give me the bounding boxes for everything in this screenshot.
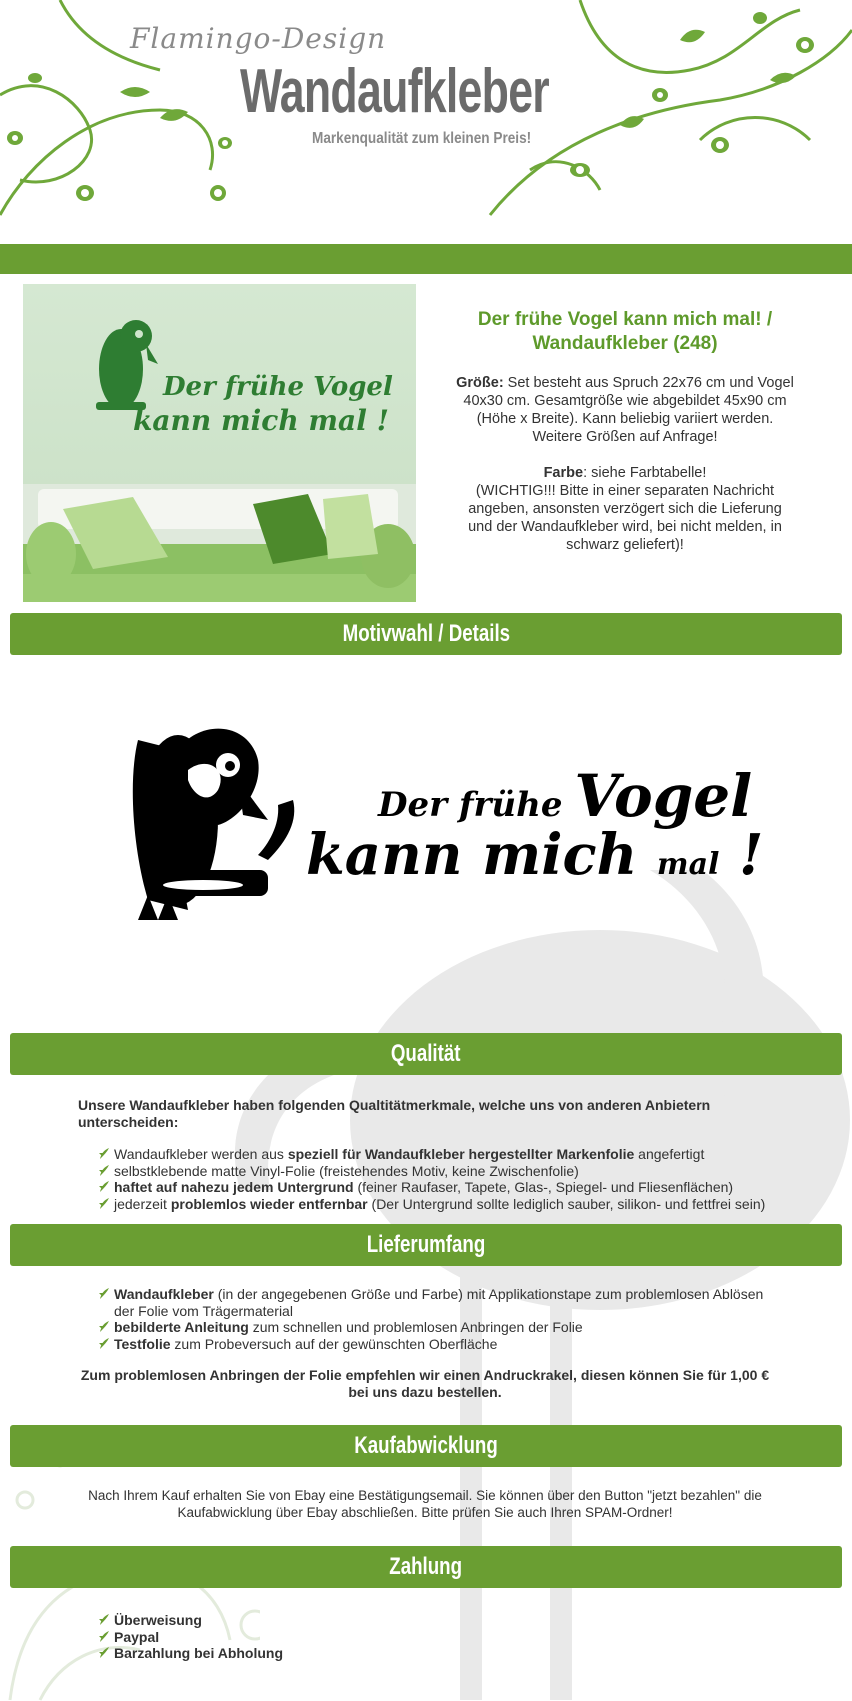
motif-text-segment: Der frühe	[378, 785, 575, 825]
section-header-checkout	[10, 1425, 842, 1467]
list-item-text: Paypal	[114, 1628, 160, 1645]
list-item-bold-text: Wandaufkleber	[114, 1286, 214, 1302]
list-item-text: zum Probeversuch auf der gewünschten Oberfläche	[170, 1335, 498, 1352]
brand-title: Wandaufkleber	[240, 57, 549, 126]
leaf-bullet-icon	[98, 1320, 110, 1333]
list-item-text: zum schnellen und problemlosen Anbringen der Folie	[248, 1319, 583, 1335]
list-item	[98, 1336, 778, 1353]
list-item-text: jederzeit	[114, 1195, 171, 1212]
motif-preview	[110, 710, 764, 950]
list-item	[98, 1179, 798, 1196]
leaf-bullet-icon	[98, 1180, 110, 1193]
payment-list	[98, 1612, 398, 1662]
motif-text-segment: mal	[656, 847, 720, 882]
list-item	[98, 1196, 798, 1213]
list-item-text: Barzahlung bei Abholung	[114, 1645, 284, 1661]
list-item	[98, 1163, 798, 1180]
delivery-note: Zum problemlosen Anbringen der Folie empfehlen wir einen Andruckrakel, diesen können Sie für 1,00 € bei uns dazu bestellen.	[80, 1367, 770, 1400]
list-item-text: (Der Untergrund sollte lediglich sauber, silikon- und fettfrei sein)	[367, 1195, 766, 1212]
size-text: Set besteht aus Spruch 22x76 cm und Vogel 40x30 cm. Gesamtgröße wie abgebildet 45x90 cm (Höhe x Breite). Kann beliebig variiert werden. Weitere Größen auf Anfrage!	[463, 375, 794, 445]
leaf-bullet-icon	[98, 1630, 110, 1643]
list-item-bold-text: haftet auf nahezu jedem Untergrund	[114, 1179, 354, 1195]
leaf-bullet-icon	[98, 1197, 110, 1210]
color-text: : siehe Farbtabelle!	[583, 465, 707, 481]
list-item	[98, 1612, 398, 1629]
leaf-bullet-icon	[98, 1337, 110, 1350]
list-item-bold-text: Testfolie	[114, 1335, 171, 1352]
shop-header	[0, 0, 852, 240]
list-item	[98, 1629, 398, 1646]
list-item-text: angefertigt	[634, 1146, 705, 1162]
photo-text-line1: Der frühe Vogel	[163, 372, 393, 402]
list-item-bold-text: problemlos wieder entfernbar	[170, 1195, 368, 1212]
section-title: Qualität	[391, 1040, 461, 1067]
section-header-delivery	[10, 1224, 842, 1266]
leaf-bullet-icon	[98, 1646, 110, 1659]
leaf-bullet-icon	[98, 1287, 110, 1300]
color-paragraph	[455, 464, 795, 554]
quality-intro: Unsere Wandaufkleber haben folgenden Qualtitätmerkmale, welche uns von anderen Anbietern unterscheiden:	[78, 1097, 711, 1130]
list-item-bold-text: bebilderte Anleitung	[114, 1319, 249, 1335]
list-item-bold-text: speziell für Wandaufkleber hergestellter Markenfolie	[287, 1146, 635, 1162]
section-title: Lieferumfang	[366, 1231, 486, 1258]
product-title: Der frühe Vogel kann mich mal! / Wandaufkleber (248)	[477, 309, 773, 354]
vulture-illustration-black	[118, 710, 298, 950]
color-label: Farbe	[543, 465, 584, 481]
color-note: (WICHTIG!!! Bitte in einer separaten Nachricht angeben, ansonsten verzögert sich die Lieferung und der Wandaufkleber wird, bei nicht melden, in schwarz geliefert)!	[468, 483, 782, 553]
quality-list	[98, 1146, 798, 1212]
list-item-text: (in der angegebenen Größe und Farbe) mit Applikationstape zum problemlosen Ablösen der Folie vom Trägermaterial	[114, 1286, 764, 1319]
list-item	[98, 1286, 778, 1319]
section-title: Kaufabwicklung	[354, 1432, 498, 1459]
section-header-payment	[10, 1546, 842, 1588]
size-paragraph	[455, 374, 795, 446]
brand-tagline: Markenqualität zum kleinen Preis!	[312, 130, 532, 147]
leaf-bullet-icon	[98, 1613, 110, 1626]
section-title: Zahlung	[389, 1553, 463, 1580]
header-divider-bar	[0, 244, 852, 274]
checkout-text: Nach Ihrem Kauf erhalten Sie von Ebay eine Bestätigungsemail. Sie können über den Button "jetzt bezahlen" die Kaufabwicklung über Ebay abschließen. Bitte prüfen Sie auch Ihren SPAM-Ordner!	[88, 1488, 762, 1520]
product-info	[455, 308, 795, 554]
motif-text-segment: kann mich	[306, 822, 657, 888]
sofa-illustration	[23, 484, 416, 602]
section-header-quality	[10, 1033, 842, 1075]
leaf-bullet-icon	[98, 1147, 110, 1160]
photo-text-line2: kann mich mal !	[133, 404, 389, 437]
list-item-text: selbstklebende matte Vinyl-Folie (freistehendes Motiv, keine Zwischenfolie)	[114, 1162, 579, 1179]
list-item	[98, 1645, 398, 1662]
brand-name: Flamingo-Design	[130, 22, 387, 55]
motif-text-line1	[378, 762, 752, 830]
list-item-text: (feiner Raufaser, Tapete, Glas-, Spiegel- und Fliesenflächen)	[353, 1179, 734, 1195]
motif-text-line2	[306, 822, 764, 888]
motif-text-segment: Vogel	[574, 762, 753, 830]
product-photo	[23, 284, 416, 602]
size-label: Größe:	[456, 375, 504, 391]
motif-text-segment: !	[719, 822, 764, 888]
list-item	[98, 1319, 778, 1336]
section-title: Motivwahl / Details	[342, 620, 510, 647]
list-item	[98, 1146, 798, 1163]
delivery-list	[98, 1286, 778, 1352]
list-item-text: Überweisung	[114, 1612, 202, 1628]
list-item-text: Wandaufkleber werden aus	[114, 1146, 288, 1162]
section-header-motif	[10, 613, 842, 655]
leaf-bullet-icon	[98, 1164, 110, 1177]
